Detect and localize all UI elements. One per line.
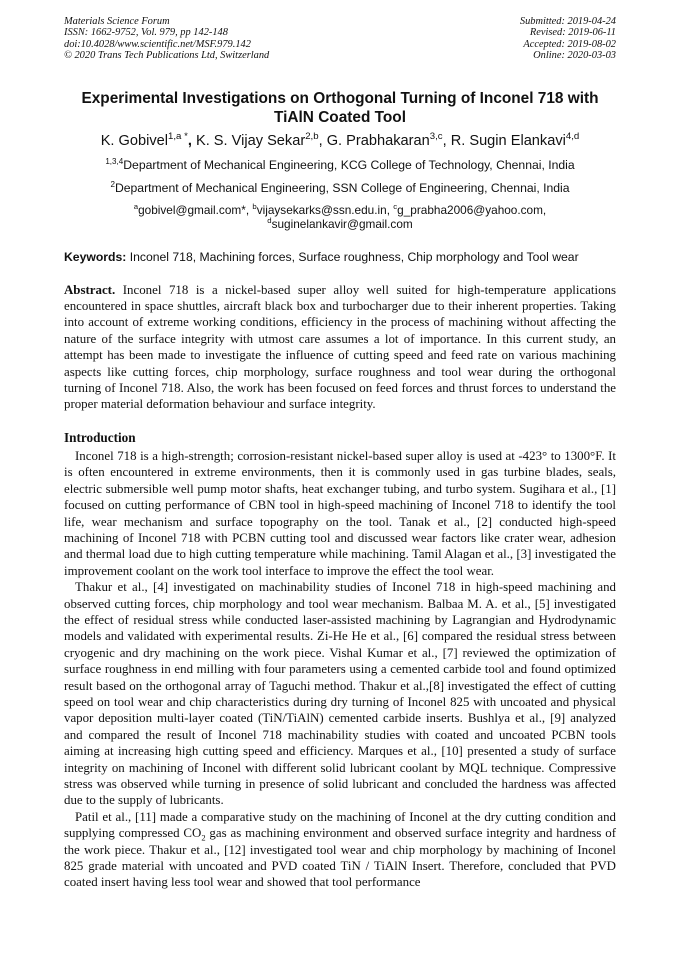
keywords: [64, 250, 616, 265]
paper-page: [64, 16, 616, 891]
email-mark: d: [267, 215, 272, 225]
section-heading-introduction: Introduction: [64, 429, 136, 445]
keywords-text: Inconel 718, Machining forces, Surface roughness, Chip morphology and Tool wear: [129, 249, 579, 264]
email-mark: a: [133, 201, 139, 211]
abstract: [64, 282, 616, 413]
journal-info: [64, 16, 269, 62]
journal-copyright: © 2020 Trans Tech Publications Ltd, Switzerland: [64, 50, 270, 62]
affiliation-text: Department of Mechanical Engineering, SSN College of Engineering, Chennai, India: [114, 180, 570, 195]
email-link[interactable]: g_prabha2006@yahoo.com,: [397, 202, 547, 217]
affiliation-mark: 2: [110, 179, 115, 189]
intro-paragraph: Inconel 718 is a high-strength; corrosion-resistant nickel-based super alloy is used at -423° to 1300°F. It is often encountered in extreme environments, then it is commonly used in gas turbine blades, seals, electric submersible well pump motor shafts, heat exchanger tubing, and turbo system. Sugihara et al., [1] focused on cutting performance of CBN tool in high-speed machining of Inconel 718 to identify the tool life, wear mechanism and surface topography on the tool. Tanak et al., [2] conducted high-speed machining of Inconel 718 with PCBN cutting tool and discussed wear factors like crater wear, adhesion and thermal load due to high cutting temperature while machining. Tamil Alagan et al., [3] investigated the improvement coolant on the work tool interface to improve the effect the tool wear.: [64, 448, 616, 578]
author-affiliation-mark: 3,c: [429, 130, 443, 142]
author-affiliation-mark: 4,d: [565, 130, 580, 142]
email-link[interactable]: suginelankavir@gmail.com: [271, 216, 413, 231]
journal-name: Materials Science Forum: [64, 16, 170, 27]
abstract-text: Inconel 718 is a nickel-based super alloy well suited for high-temperature applications encountered in space shuttles, aircraft black box and turbocharger due to their inherent properties. Taking into account of extreme working conditions, efficiency in the process of machining without affecting the nature of the surface integrity with utmost care assumes a lot of importance. In this current study, an attempt has been made to investigate the influence of cutting speed and feed rate on various machining aspects like cutting forces, chip morphology, surface roughness and tool wear during the orthogonal turning of Inconel 718. Also, the work has been focused on feed forces and thrust forces to understand the proper material deformation behaviour and surface integrity.: [64, 282, 616, 412]
journal-header: [64, 16, 616, 62]
intro-paragraph: Patil et al., [11] made a comparative study on the machining of Inconel at the dry cutting condition and supplying compressed $CO_2$ gas as machining environment and observed surface integrity and hardness of the work piece. Thakur et al., [12] investigated tool wear and chip morphology by machining of Inconel 825 grade material with uncoated and PVD coated TiN / TiAlN Insert. Therefore, concluded that PVD coated insert having less tool wear and showed that tool performance: [64, 809, 616, 890]
online-date: Online: 2020-03-03: [533, 50, 616, 62]
affiliation-mark: 1,3,4: [105, 156, 124, 166]
email-link[interactable]: gobivel@gmail.com*,: [138, 202, 250, 217]
intro-paragraph: Thakur et al., [4] investigated on machinability studies of Inconel 718 in high-speed machining and observed cutting forces, chip morphology and tool wear mechanism. Balbaa M. A. et al., [5] investigated the effect of residual stress while conducted laser-assisted machining by Lagrangian and Hydrodynamic models and validated with experimental results. Zi-He He et al., [6] compared the residual stress between cryogenic and dry machining on the work piece. Vishal Kumar et al., [7] reviewed the optimization of surface roughness in end milling with four parameters using a cemented carbide tool and found optimized result based on the orthogonal array of Taguchi method. Thakur et al.,[8] investigated the effect of cutting speed on tool wear and chip characteristics during dry turning of Inconel 825 with uncoated and physical vapor deposition multi-layer coated (TiN/TiAlN) cemented carbide inserts. Bushlya et al., [9] analyzed and compared the result of Inconel 718 machinability studies with coated and uncoated PCBN tools aiming at increasing high cutting speed and efficiency. Marques et al., [10] presented a study of surface integrity on machining of Inconel with different solid lubricant coolant by MQL technique. Compressive stress was observed while turning in presence of solid lubricant and concluded the hardness was affected due to the supply of lubricants.: [64, 580, 616, 808]
journal-doi: doi:10.4028/www.scientific.net/MSF.979.142: [64, 38, 251, 50]
paper-title: Experimental Investigations on Orthogonal Turning of Inconel 718 with TiAlN Coated Tool: [81, 89, 599, 126]
email-mark: c: [393, 201, 398, 211]
affiliation-text: Department of Mechanical Engineering, KCG College of Technology, Chennai, India: [123, 157, 575, 172]
revised-date: Revised: 2019-06-11: [529, 27, 616, 39]
affiliation: [64, 181, 616, 196]
author-emails: [64, 203, 616, 231]
author-name: K. S. Vijay Sekar: [195, 132, 306, 149]
accepted-date: Accepted: 2019-08-02: [523, 38, 616, 50]
author-name: R. Sugin Elankavi: [450, 132, 566, 149]
author-name: K. Gobivel: [100, 132, 169, 149]
author-affiliation-mark: 2,b: [305, 130, 319, 142]
affiliation: [64, 158, 616, 173]
author-list: K. Gobivel$^{1,a *}$, K. S. Vijay Sekar$^{2,b}$, G. Prabhakaran$^{3,c}$, R. Sugin Elankavi$^{4,d}$: [100, 130, 580, 149]
author-affiliation-mark: 1,a *: [168, 130, 188, 142]
keywords-label: Keywords:: [64, 249, 127, 264]
abstract-label: Abstract.: [64, 282, 116, 297]
author-name: G. Prabhakaran: [326, 132, 430, 149]
journal-issn: ISSN: 1662-9752, Vol. 979, pp 142-148: [64, 27, 228, 39]
submitted-date: Submitted: 2019-04-24: [519, 16, 616, 27]
publication-dates: [520, 16, 616, 62]
email-link[interactable]: vijaysekarks@ssn.edu.in,: [256, 202, 390, 217]
email-mark: b: [252, 201, 257, 211]
